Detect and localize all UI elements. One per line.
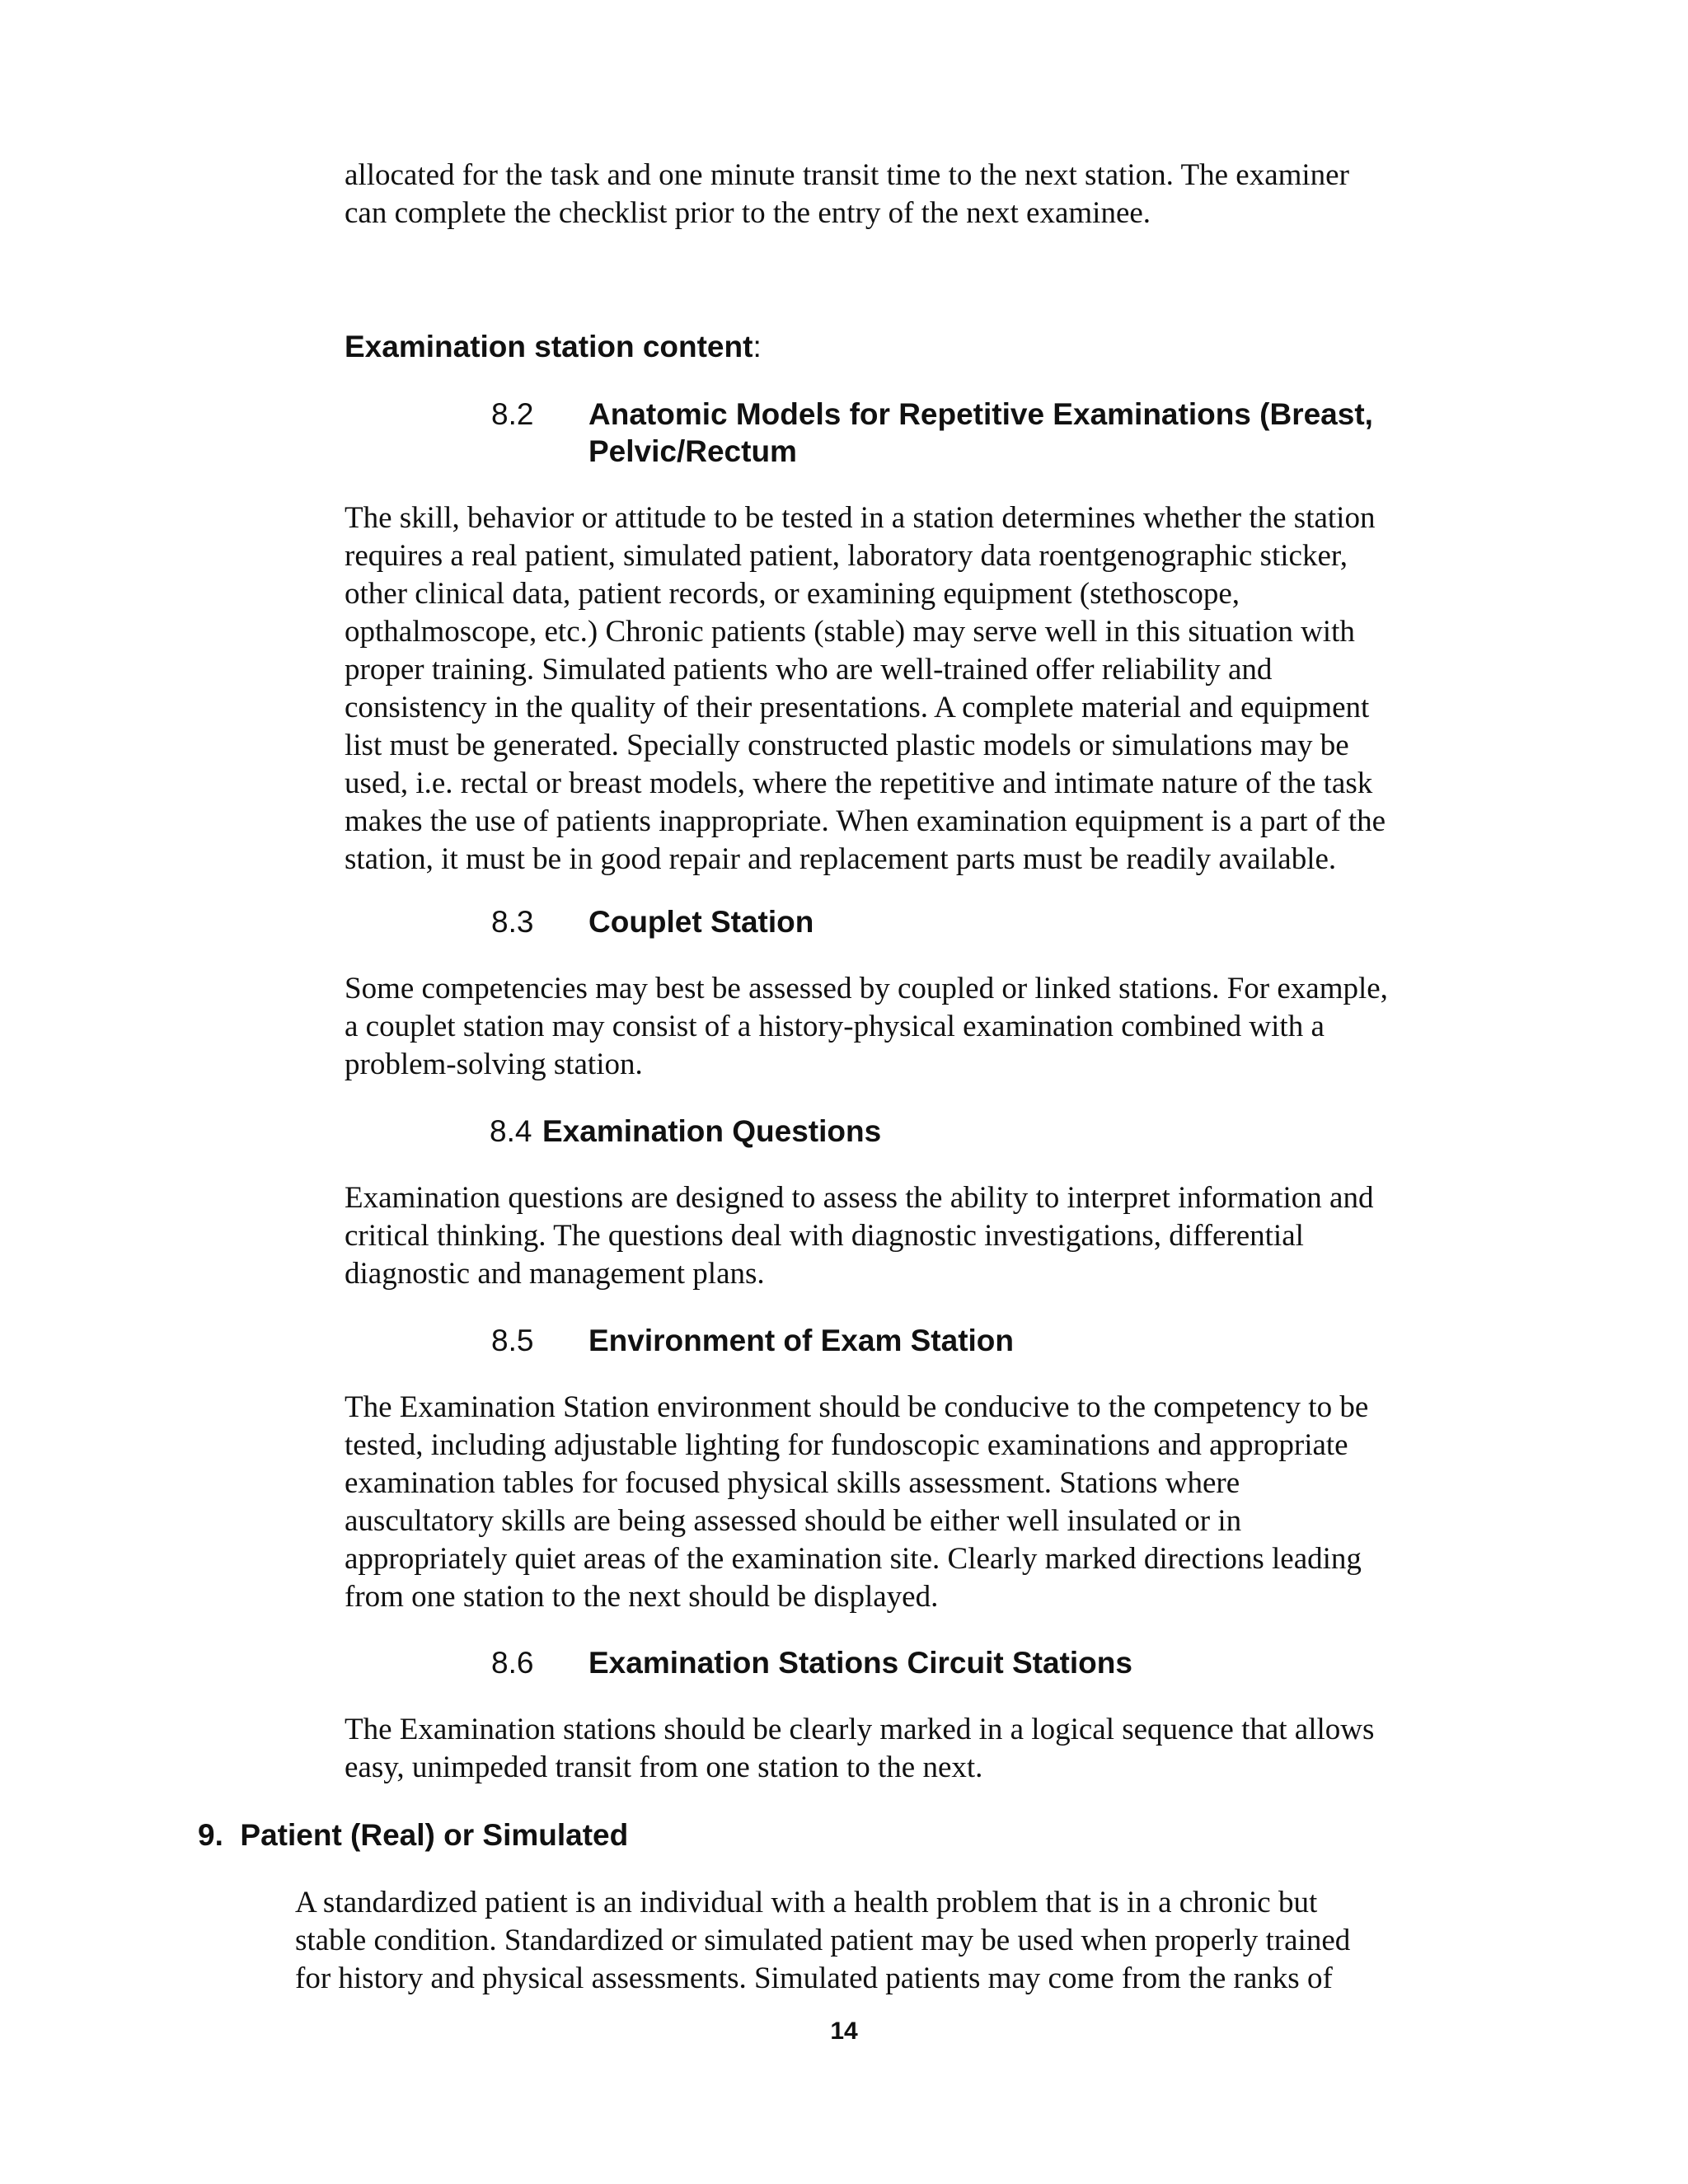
section-9-body: A standardized patient is an individual with a health problem that is in a chronic but stable condition. Standardized or simulated patient may be used when properly trained for history and physical assessments. Simulated patients may come from the ranks of: [295, 1886, 1351, 1995]
section-number-8-2: 8.2: [491, 397, 534, 431]
station-content-heading-text: Examination station content: [345, 330, 753, 363]
section-number-8-5: 8.5: [491, 1324, 534, 1357]
station-content-heading-colon: :: [753, 330, 762, 363]
section-body-8-3: Some competencies may best be assessed by coupled or linked stations. For example, a couplet station may consist of a history-physical examination combined with a problem-solving station.: [345, 972, 1388, 1081]
section-body-8-5: The Examination Station environment should be conducive to the competency to be tested, including adjustable lighting for fundoscopic examinations and appropriate examination tables for focused physical skills assessment. Stations where auscultatory skills are being assessed should be either well insulated or in appropriately quiet areas of the examination site. Clearly marked directions leading from one station to the next should be displayed.: [345, 1390, 1369, 1614]
station-content-heading: [345, 328, 762, 365]
section-9-heading: 9. Patient (Real) or Simulated: [198, 1818, 629, 1852]
section-title-8-4: Examination Questions: [542, 1114, 882, 1148]
intro-paragraph: allocated for the task and one minute transit time to the next station. The examiner can complete the checklist prior to the entry of the next examinee.: [345, 158, 1349, 230]
section-title-8-5: Environment of Exam Station: [588, 1324, 1015, 1357]
section-number-8-6: 8.6: [491, 1646, 534, 1680]
section-title-8-2: Anatomic Models for Repetitive Examinations (Breast, Pelvic/Rectum: [588, 397, 1373, 468]
section-body-8-6: The Examination stations should be clearly marked in a logical sequence that allows easy, unimpeded transit from one station to the next.: [345, 1713, 1375, 1784]
section-number-8-3: 8.3: [491, 905, 534, 939]
section-title-8-3: Couplet Station: [588, 905, 814, 939]
section-body-8-4: Examination questions are designed to assess the ability to interpret information and critical thinking. The questions deal with diagnostic investigations, differential diagnostic and management plans.: [345, 1181, 1374, 1291]
section-number-8-4: 8.4: [490, 1114, 532, 1148]
section-body-8-2: The skill, behavior or attitude to be tested in a station determines whether the station requires a real patient, simulated patient, laboratory data roentgenographic sticker, other clinical data, patient records, or examining equipment (stethoscope, opthalmoscope, etc.) Chronic patients (stable) may serve well in this situation with proper training. Simulated patients who are well-trained offer reliability and consistency in the quality of their presentations. A complete material and equipment list must be generated. Specially constructed plastic models or simulations may be used, i.e. rectal or breast models, where the repetitive and intimate nature of the task makes the use of patients inappropriate. When examination equipment is a part of the station, it must be in good repair and replacement parts must be readily available.: [345, 501, 1386, 876]
page-number: 14: [830, 2018, 858, 2045]
section-title-8-6: Examination Stations Circuit Stations: [588, 1646, 1132, 1680]
